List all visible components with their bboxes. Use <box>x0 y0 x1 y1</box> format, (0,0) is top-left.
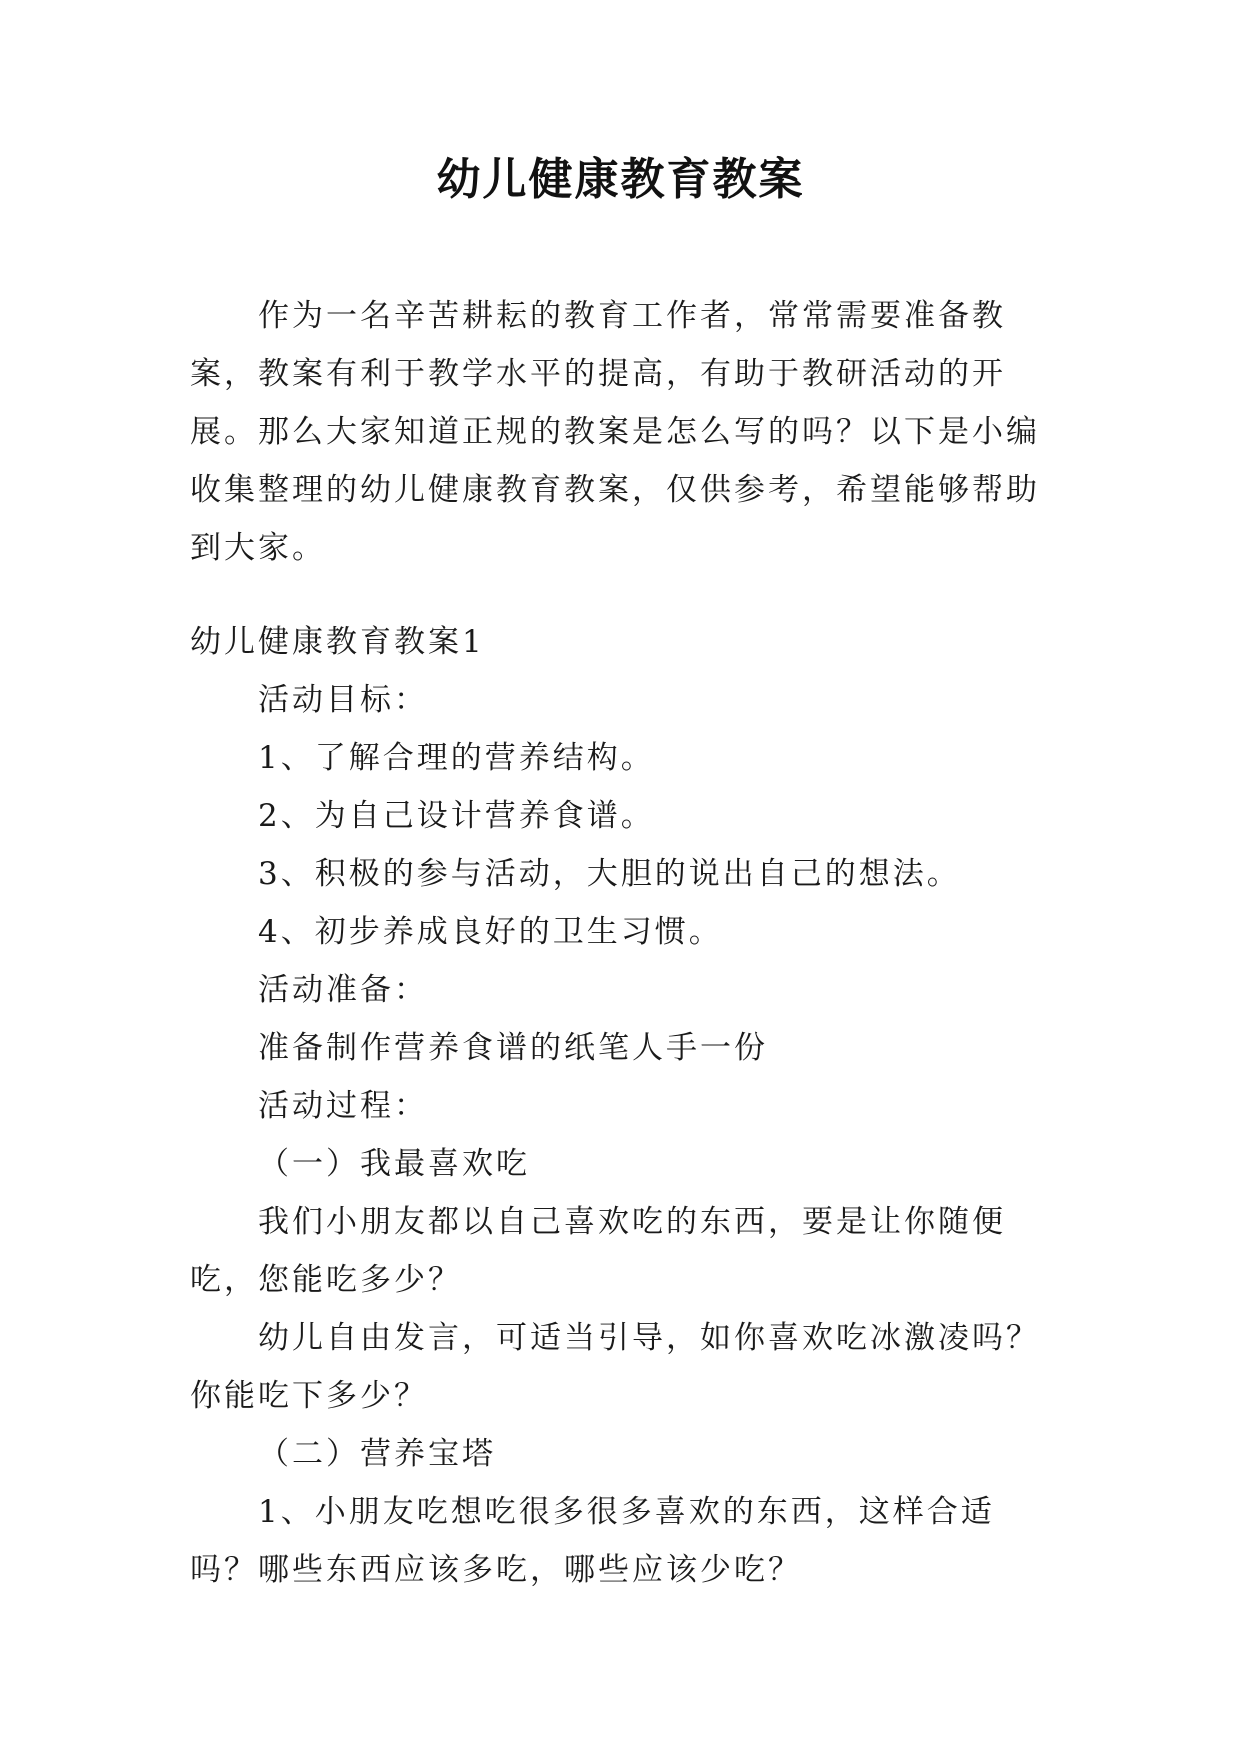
part1-heading: （一）我最喜欢吃 <box>258 1146 530 1182</box>
intro-paragraph: 作为一名辛苦耕耘的教育工作者，常常需要准备教案，教案有利于教学水平的提高，有助于教研活动的开展。那么大家知道正规的教案是怎么写的吗？以下是小编收集整理的幼儿健康教育教案，仅供参考，希望能够帮助到大家。 <box>190 298 1040 566</box>
prep-label: 活动准备： <box>258 972 428 1008</box>
document-title: 幼儿健康教育教案 <box>436 154 805 205</box>
goal-item: 1、了解合理的营养结构。 <box>258 740 655 776</box>
document-body <box>190 287 1060 1599</box>
prep-text: 准备制作营养食谱的纸笔人手一份 <box>258 1030 768 1066</box>
part1-paragraph: 幼儿自由发言，可适当引导，如你喜欢吃冰激凌吗？你能吃下多少？ <box>190 1320 1040 1414</box>
section-heading: 幼儿健康教育教案1 <box>190 624 485 660</box>
part2-paragraph: 1、小朋友吃想吃很多很多喜欢的东西，这样合适吗？哪些东西应该多吃，哪些应该少吃？ <box>190 1494 995 1588</box>
part2-heading: （二）营养宝塔 <box>258 1436 496 1472</box>
goal-item: 2、为自己设计营养食谱。 <box>258 798 655 834</box>
process-label: 活动过程： <box>258 1088 428 1124</box>
goal-item: 3、积极的参与活动，大胆的说出自己的想法。 <box>258 856 961 892</box>
part1-paragraph: 我们小朋友都以自己喜欢吃的东西，要是让你随便吃，您能吃多少？ <box>190 1204 1006 1298</box>
goal-item: 4、初步养成良好的卫生习惯。 <box>258 914 723 950</box>
goal-label: 活动目标： <box>258 682 428 718</box>
